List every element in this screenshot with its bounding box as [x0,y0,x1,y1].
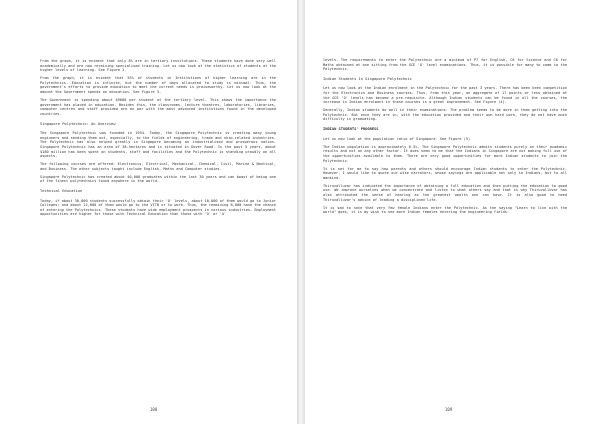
paragraph: The Indian population is approximately 6.5%. The Singapore Polytechnic admits students purely on their academic results and not on any other factor. It does seem to me that the Indians in Singapore are not making full use of the opportunities available to them. There are very good opportunities for more Indian students to join the Polytechnic. [323,144,567,163]
paragraph: Let us now look at the Indian enrolment in the Polytechnic for the past 3 years. There has been keen competition for the Electronics and Business courses. Thus, from this year, an aggregate of 17 points or less obtained at the GCE 'O' levels has become a pre-requisite. Although Indian students can be found in all the courses, the increase in Indian enrolment in these courses is a great improvement. See Figure (4). [323,86,567,105]
page-number: 108 [150,407,158,412]
right-page-text [323,58,567,218]
paragraph: levels. The requirements to enter the Polytechnic are a minimum of P7 for English, C6 for Science and C6 for Maths obtained at one sitting from the GCE 'O' level examinations. Thus, it is possible for many to come to the Polytechnic. [323,58,567,72]
paragraph: It is not for me to say how parents and others should encourage Indian students to enter the Polytechnic. However, I would like to quote our wise narrators, whose sayings are applicable not only to Indians, but to all mankind. [323,166,567,180]
paragraph: Thiruvalluvar has indicated the importance of obtaining a full education and then putting the education to good use. We improve ourselves when we concentrate and listen to what others say and that is why Thiruvalluvar has also attributed the sense of hearing as the greatest wealth one can have. It is also good to heed Thiruvalluvar's advice of leading a disciplined life. [323,183,567,202]
paragraph: It is sad to note that very few female Indians enter the Polytechnic. As the saying "Learn to live with the world" goes, it is my wish to see more Indian females entering the engineering fields. [323,205,567,215]
paragraph: From the graph, it is evident that only 8% are in tertiary institutions. These students have done very well academically and are now receiving specialised training. Let us now look at the statistics of students at the higher levels of learning. See Figure 2. [40,59,276,73]
paragraph: The following courses are offered: Electronics, Electrical, Mechanical, Chemical, Civil, Marine & Nautical, and Business. The other subjects taught include English, Maths and Computer studies. [40,162,276,171]
paragraph: The Singapore Polytechnic was founded in 1954. Today, the Singapore Polytechnic is creating many young engineers and sending them out, especially, to the fields of engineering, trade and ship-related industries. The Polytechnic has also helped greatly in Singapore becoming an industrialised and prosperous nation. Singapore Polytechnic has an area of 38-hectares and is situated in Dover Road. In the past 5 years, about $180 million has been spent on students, staff and facilities and the Polytechnic is standing proudly on all aspects. [40,131,276,159]
section-heading: Singapore Polytechnic: An Overview [40,121,116,126]
book-spine [297,0,305,424]
section-heading: INDIAN STUDENTS' PROGRESS [323,127,379,132]
section-heading: Indian Students In Singapore Polytechnic [323,76,412,81]
paragraph: Today, if about 30,000 students successfully obtain their 'O' levels, about 10,000 of them would go to Junior Colleges; and about 12,000 of them would go to the VITB or to work. Thus, the remaining 8,000 have the chance of entering the Polytechnics. These students have wide employment prospects in various industries. Employment opportunities are higher for those with Technical Education than those with 'O' or 'A' [40,198,276,217]
paragraph: Generally, Indian students do well in their examinations. The problem seems to be more in them getting into the Polytechnic. But once they are in, with the education provided and their own hard work, they do not have much difficulty in graduating. [323,108,567,122]
paragraph: From the graph, it is evident that 55% of students in Institutions of higher learning are in the Polytechnics. Education is infinite, but the number of days allocated to study is minimal. Thus, the government's efforts to provide education to meet the current needs is praiseworthy. Let us now look at the amount the Government spends on education. See Figure 3. [40,76,276,95]
paragraph: The Government is spending about $9600 per student at the tertiary level. This shows the importance the government has placed in education. Besides this, the classrooms, lecture theatres, laboratories, libraries, computer centres and staff provided are on par with the most advanced institutions found in the developed countries. [40,98,276,116]
left-page-text [40,59,276,221]
section-heading: Technical Education [40,189,83,194]
page-number: 109 [445,407,453,412]
right-page [305,0,600,424]
paragraph: Singapore Polytechnic has created about 40,000 graduates within the last 30 years and can boast of being one of the finest polytechnics found anywhere in the world. [40,174,276,184]
left-page [0,0,297,424]
paragraph: Let us now look at the population ratio of Singapore. See Figure (5) [323,136,471,141]
